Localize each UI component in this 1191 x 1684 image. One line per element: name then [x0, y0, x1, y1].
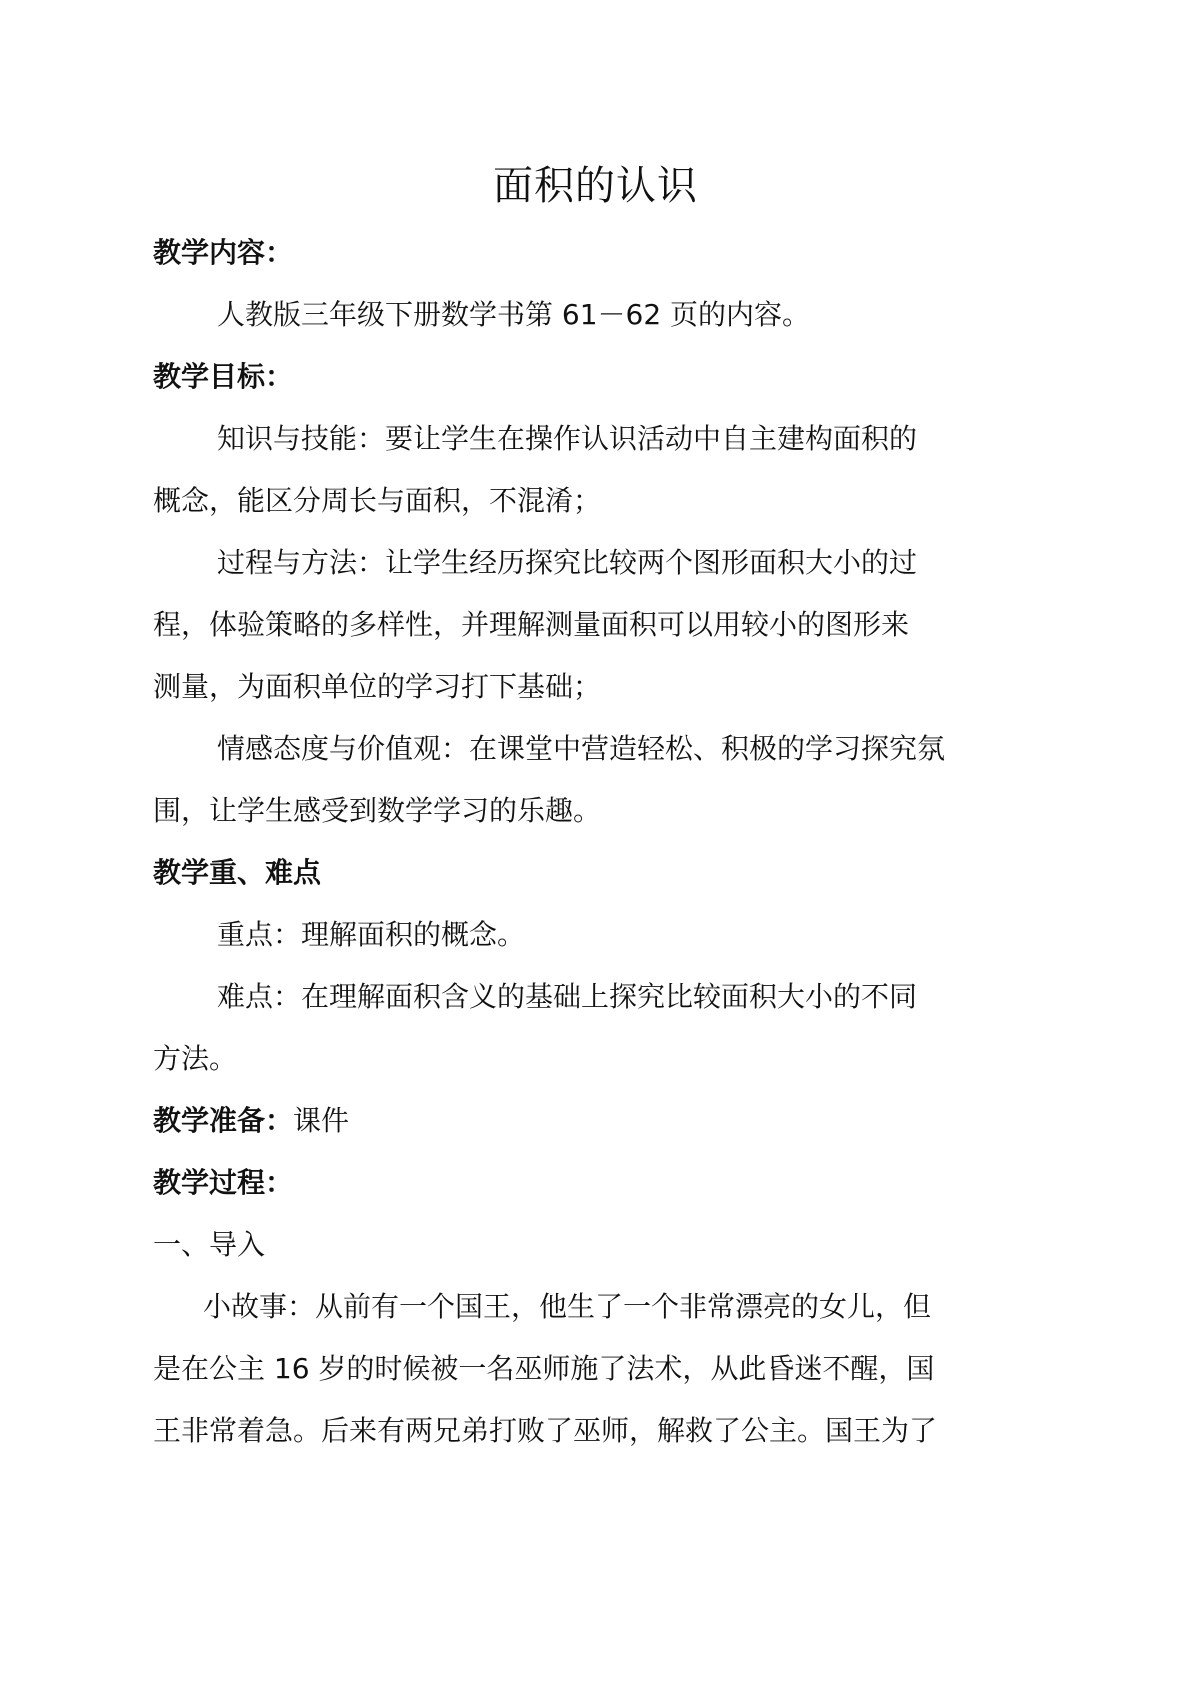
paragraph-line: 过程与方法：让学生经历探究比较两个图形面积大小的过	[217, 546, 918, 579]
section-heading-content: 教学内容：	[153, 236, 294, 269]
paragraph-line: 人教版三年级下册数学书第 61－62 页的内容。	[217, 298, 811, 331]
preparation-line	[153, 1090, 1053, 1152]
section-heading-key-points: 教学重、难点	[153, 856, 322, 889]
paragraph-line: 程，体验策略的多样性，并理解测量面积可以用较小的图形来	[153, 608, 910, 641]
paragraph-line: 知识与技能：要让学生在操作认识活动中自主建构面积的	[217, 422, 918, 455]
paragraph-line: 王非常着急。后来有两兄弟打败了巫师，解救了公主。国王为了	[153, 1414, 938, 1447]
paragraph-line: 测量，为面积单位的学习打下基础；	[153, 670, 602, 703]
document-body	[153, 222, 1053, 1462]
paragraph-line: 小故事：从前有一个国王，他生了一个非常漂亮的女儿，但	[203, 1290, 932, 1323]
paragraph-line: 情感态度与价值观：在课堂中营造轻松、积极的学习探究氛	[217, 732, 946, 765]
subsection-heading-intro: 一、导入	[153, 1228, 266, 1261]
section-heading-process: 教学过程：	[153, 1166, 294, 1199]
paragraph-line: 围，让学生感受到数学学习的乐趣。	[153, 794, 602, 827]
preparation-text: 课件	[293, 1104, 350, 1137]
document-title: 面积的认识	[493, 163, 698, 209]
paragraph-line: 重点：理解面积的概念。	[217, 918, 526, 951]
paragraph-line: 难点：在理解面积含义的基础上探究比较面积大小的不同	[217, 980, 918, 1013]
section-heading-goals: 教学目标：	[153, 360, 294, 393]
section-heading-preparation: 教学准备：	[153, 1104, 294, 1137]
paragraph-line: 概念，能区分周长与面积，不混淆；	[153, 484, 602, 517]
paragraph-line: 方法。	[153, 1042, 238, 1075]
paragraph-line: 是在公主 16 岁的时候被一名巫师施了法术，从此昏迷不醒，国	[153, 1352, 935, 1385]
